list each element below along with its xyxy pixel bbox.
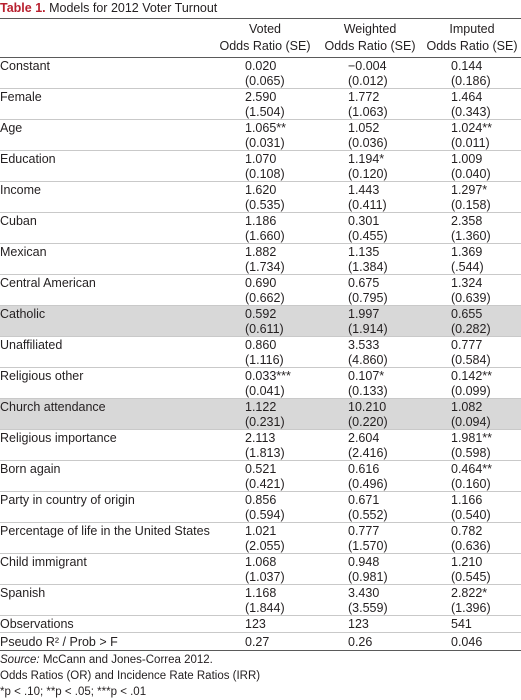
column-header-voted: Voted Odds Ratio (SE)	[219, 22, 311, 53]
estimate-cell: −0.004	[348, 59, 387, 73]
standard-error-cell: (0.036)	[348, 136, 388, 150]
estimate-cell: 1.443	[348, 183, 380, 197]
standard-error-cell: (0.545)	[451, 570, 491, 584]
row-label: Mexican	[0, 245, 47, 259]
standard-error-cell: (0.496)	[348, 477, 388, 491]
row-label: Income	[0, 183, 41, 197]
standard-error-cell: (0.421)	[245, 477, 285, 491]
estimate-cell: 1.464	[451, 90, 483, 104]
estimate-cell: 1.194*	[348, 152, 385, 166]
standard-error-cell: (1.844)	[245, 601, 285, 615]
standard-error-cell: (0.220)	[348, 415, 388, 429]
standard-error-cell: (0.662)	[245, 291, 285, 305]
estimate-cell: 1.122	[245, 400, 277, 414]
standard-error-cell: (0.981)	[348, 570, 388, 584]
estimate-cell: 0.948	[348, 555, 380, 569]
standard-error-cell: (1.063)	[348, 105, 388, 119]
standard-error-cell: (0.011)	[451, 136, 490, 150]
estimate-cell: 0.301	[348, 214, 380, 228]
row-label: Catholic	[0, 307, 46, 321]
table-caption: Models for 2012 Voter Turnout	[49, 1, 218, 15]
standard-error-cell: (0.186)	[451, 74, 491, 88]
table-row	[0, 399, 521, 430]
column-header-weighted: Weighted Odds Ratio (SE)	[324, 22, 416, 53]
estimate-cell: 1.024**	[451, 121, 493, 135]
table-title	[0, 0, 217, 18]
estimate-cell: 1.981**	[451, 431, 493, 445]
standard-error-cell: (0.041)	[245, 384, 285, 398]
row-label: Child immigrant	[0, 555, 87, 569]
top-rule	[0, 18, 521, 19]
odds-note: Odds Ratios (OR) and Incidence Rate Ratios (IRR)	[0, 670, 261, 682]
standard-error-cell: (0.120)	[348, 167, 388, 181]
table-row	[0, 120, 521, 151]
summary-label: Observations	[0, 617, 74, 631]
summary-cell: 0.27	[245, 635, 270, 649]
estimate-cell: 1.009	[451, 152, 483, 166]
standard-error-cell: (1.037)	[245, 570, 285, 584]
significance-note: *p < .10; **p < .05; ***p < .01	[0, 686, 147, 698]
standard-error-cell: (1.570)	[348, 539, 388, 553]
estimate-cell: 0.777	[348, 524, 380, 538]
standard-error-cell: (0.343)	[451, 105, 491, 119]
standard-error-cell: (3.559)	[348, 601, 388, 615]
standard-error-cell: (0.535)	[245, 198, 285, 212]
standard-error-cell: (4.860)	[348, 353, 388, 367]
standard-error-cell: (0.040)	[451, 167, 491, 181]
standard-error-cell: (0.133)	[348, 384, 388, 398]
standard-error-cell: (0.594)	[245, 508, 285, 522]
row-label: Education	[0, 152, 56, 166]
standard-error-cell: (0.282)	[451, 322, 491, 336]
table-row	[0, 151, 521, 182]
table-row	[0, 461, 521, 492]
column-header-imputed: Imputed Odds Ratio (SE)	[426, 22, 518, 53]
table-row	[0, 182, 521, 213]
table-row	[0, 89, 521, 120]
estimate-cell: 1.772	[348, 90, 380, 104]
summary-cell: 123	[245, 617, 266, 631]
standard-error-cell: (0.552)	[348, 508, 388, 522]
estimate-cell: 2.822*	[451, 586, 488, 600]
estimate-cell: 0.592	[245, 307, 277, 321]
table-row	[0, 368, 521, 399]
estimate-cell: 1.065**	[245, 121, 287, 135]
estimate-cell: 0.777	[451, 338, 483, 352]
standard-error-cell: (1.734)	[245, 260, 285, 274]
standard-error-cell: (0.160)	[451, 477, 491, 491]
standard-error-cell: (1.504)	[245, 105, 285, 119]
table-row	[0, 213, 521, 244]
estimate-cell: 1.210	[451, 555, 483, 569]
estimate-cell: 3.430	[348, 586, 380, 600]
table-row	[0, 585, 521, 616]
estimate-cell: 0.142**	[451, 369, 493, 383]
estimate-cell: 1.021	[245, 524, 277, 538]
source-note: Source: McCann and Jones-Correa 2012.	[0, 654, 213, 666]
row-label: Born again	[0, 462, 61, 476]
standard-error-cell: (1.384)	[348, 260, 388, 274]
estimate-cell: 0.675	[348, 276, 380, 290]
estimate-cell: 0.655	[451, 307, 483, 321]
summary-row	[0, 634, 521, 651]
table-notes	[0, 652, 260, 700]
summary-row	[0, 616, 521, 633]
estimate-cell: 1.620	[245, 183, 277, 197]
table-row	[0, 244, 521, 275]
standard-error-cell: (0.639)	[451, 291, 491, 305]
table-row	[0, 337, 521, 368]
standard-error-cell: (0.795)	[348, 291, 388, 305]
standard-error-cell: (1.660)	[245, 229, 285, 243]
standard-error-cell: (0.540)	[451, 508, 491, 522]
summary-cell: 123	[348, 617, 369, 631]
table-row	[0, 430, 521, 461]
standard-error-cell: (1.396)	[451, 601, 491, 615]
standard-error-cell: (0.094)	[451, 415, 491, 429]
standard-error-cell: (0.065)	[245, 74, 285, 88]
summary-cell: 541	[451, 617, 472, 631]
standard-error-cell: (0.158)	[451, 198, 491, 212]
row-label: Party in country of origin	[0, 493, 135, 507]
standard-error-cell: (1.813)	[245, 446, 285, 460]
standard-error-cell: (0.231)	[245, 415, 285, 429]
estimate-cell: 1.369	[451, 245, 483, 259]
estimate-cell: 0.690	[245, 276, 277, 290]
estimate-cell: 0.521	[245, 462, 277, 476]
row-label: Religious other	[0, 369, 84, 383]
standard-error-cell: (0.108)	[245, 167, 285, 181]
estimate-cell: 1.052	[348, 121, 380, 135]
standard-error-cell: (0.012)	[348, 74, 388, 88]
table-row	[0, 492, 521, 523]
standard-error-cell: (0.455)	[348, 229, 388, 243]
estimate-cell: 0.856	[245, 493, 277, 507]
summary-cell: 0.26	[348, 635, 373, 649]
row-label: Cuban	[0, 214, 37, 228]
estimate-cell: 0.671	[348, 493, 380, 507]
standard-error-cell: (0.584)	[451, 353, 491, 367]
table-row	[0, 523, 521, 554]
row-label: Female	[0, 90, 42, 104]
estimate-cell: 1.135	[348, 245, 380, 259]
estimate-cell: 0.616	[348, 462, 380, 476]
estimate-cell: 2.113	[245, 431, 276, 445]
row-label: Age	[0, 121, 23, 135]
estimate-cell: 1.070	[245, 152, 277, 166]
standard-error-cell: (2.416)	[348, 446, 388, 460]
summary-cell: 0.046	[451, 635, 483, 649]
estimate-cell: 2.590	[245, 90, 277, 104]
standard-error-cell: (0.099)	[451, 384, 491, 398]
estimate-cell: 1.082	[451, 400, 483, 414]
estimate-cell: 0.782	[451, 524, 483, 538]
standard-error-cell: (2.055)	[245, 539, 285, 553]
row-label: Central American	[0, 276, 96, 290]
summary-label: Pseudo R² / Prob > F	[0, 635, 118, 649]
estimate-cell: 10.210	[348, 400, 387, 414]
estimate-cell: 2.358	[451, 214, 483, 228]
estimate-cell: 1.186	[245, 214, 277, 228]
row-label: Spanish	[0, 586, 46, 600]
row-label: Church attendance	[0, 400, 106, 414]
standard-error-cell: (1.360)	[451, 229, 491, 243]
table-row	[0, 58, 521, 89]
estimate-cell: 0.144	[451, 59, 483, 73]
standard-error-cell: (1.914)	[348, 322, 388, 336]
estimate-cell: 2.604	[348, 431, 380, 445]
row-label: Constant	[0, 59, 51, 73]
row-label: Unaffiliated	[0, 338, 63, 352]
estimate-cell: 1.297*	[451, 183, 488, 197]
estimate-cell: 1.068	[245, 555, 277, 569]
standard-error-cell: (0.411)	[348, 198, 387, 212]
estimate-cell: 1.882	[245, 245, 277, 259]
standard-error-cell: (0.636)	[451, 539, 491, 553]
estimate-cell: 3.533	[348, 338, 380, 352]
table-number: Table 1.	[0, 1, 46, 15]
table-row	[0, 554, 521, 585]
row-label: Religious importance	[0, 431, 117, 445]
standard-error-cell: (0.598)	[451, 446, 491, 460]
estimate-cell: 0.107*	[348, 369, 385, 383]
standard-error-cell: (0.611)	[245, 322, 284, 336]
estimate-cell: 0.020	[245, 59, 277, 73]
standard-error-cell: (1.116)	[245, 353, 284, 367]
estimate-cell: 0.860	[245, 338, 277, 352]
estimate-cell: 1.168	[245, 586, 277, 600]
table-row	[0, 275, 521, 306]
standard-error-cell: (.544)	[451, 260, 484, 274]
table-row	[0, 306, 521, 337]
estimate-cell: 1.166	[451, 493, 483, 507]
estimate-cell: 0.464**	[451, 462, 493, 476]
estimate-cell: 1.324	[451, 276, 483, 290]
standard-error-cell: (0.031)	[245, 136, 285, 150]
estimate-cell: 1.997	[348, 307, 380, 321]
row-label: Percentage of life in the United States	[0, 524, 210, 538]
estimate-cell: 0.033***	[245, 369, 291, 383]
